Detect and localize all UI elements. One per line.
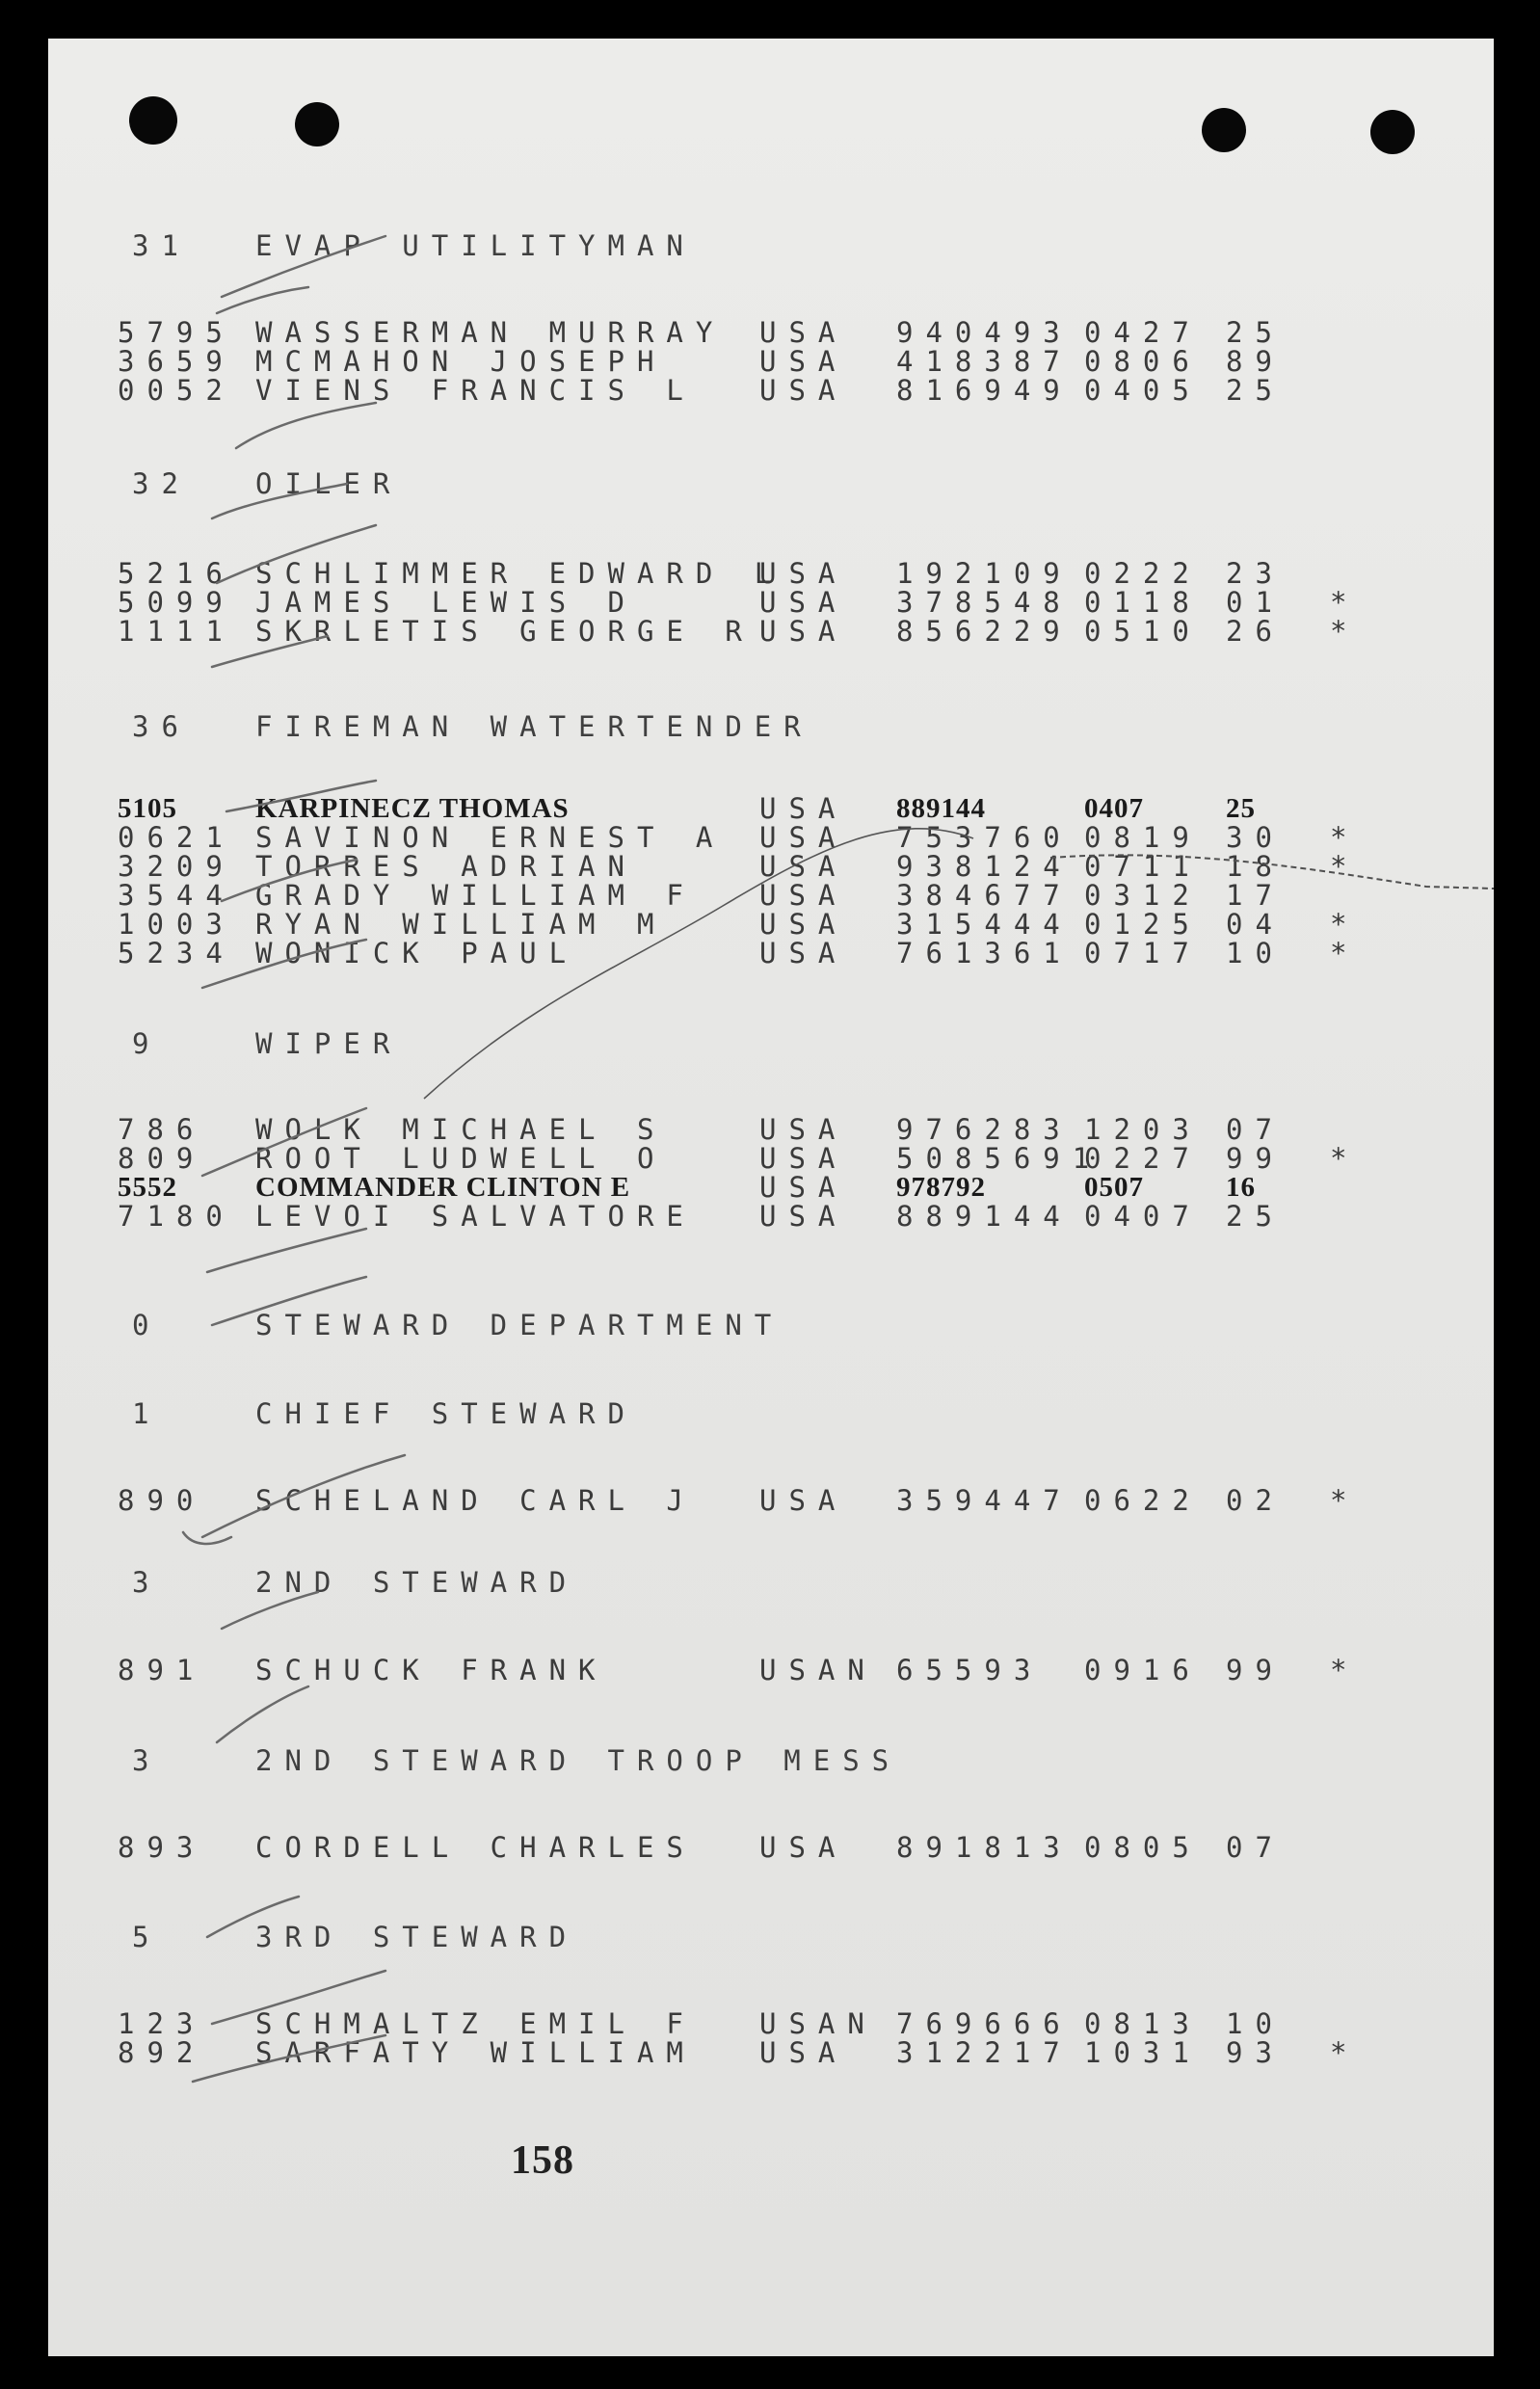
crew-no: 5099 [118,586,235,619]
crew-code: 04 [1226,908,1285,941]
crew-date: 0125 [1084,908,1202,941]
crew-no: 123 [118,2007,206,2040]
crew-date: 1031 [1084,2036,1202,2069]
section-title: OILER [255,467,403,500]
crew-code: 18 [1226,850,1285,883]
crew-code: 01 [1226,586,1285,619]
crew-code: 02 [1226,1484,1285,1517]
crew-code: 23 [1226,557,1285,590]
section-title: CHIEF STEWARD [255,1397,637,1430]
crew-star: * [1330,821,1360,854]
crew-cit: USA [759,374,848,407]
section-code: 36 [132,710,191,743]
crew-no: 3544 [118,879,235,912]
crew-no: 890 [118,1484,206,1517]
crew-star: * [1330,615,1360,648]
crew-cit: USA [759,586,848,619]
crew-date: 0916 [1084,1654,1202,1686]
crew-no: 0052 [118,374,235,407]
crew-no: 7180 [118,1200,235,1233]
crew-code: 10 [1226,937,1285,969]
section-code: 3 [132,1566,162,1599]
crew-num: 65593 [896,1654,1044,1686]
crew-no: 0621 [118,821,235,854]
section-code: 32 [132,467,191,500]
crew-num: 384677 [896,879,1073,912]
crew-no: 3659 [118,345,235,378]
crew-code: 99 [1226,1142,1285,1175]
crew-num: 940493 [896,316,1073,349]
crew-num: 769666 [896,2007,1073,2040]
crew-no: 5105 [118,793,177,824]
pencil-check-marks [48,39,1494,2356]
crew-no: 891 [118,1654,206,1686]
section-code: 5 [132,1921,162,1953]
crew-code: 25 [1226,316,1285,349]
crew-num: 889144 [896,793,986,824]
crew-cit: USA [759,937,848,969]
crew-cit: USA [759,1142,848,1175]
crew-no: 786 [118,1113,206,1146]
crew-star: * [1330,2036,1360,2069]
crew-date: 0813 [1084,2007,1202,2040]
crew-cit: USA [759,316,848,349]
crew-name: COMMANDER CLINTON E [255,1172,631,1203]
crew-cit: USA [759,2036,848,2069]
crew-num: 359447 [896,1484,1073,1517]
crew-code: 16 [1226,1172,1256,1203]
crew-no: 5234 [118,937,235,969]
crew-cit: USA [759,1171,848,1204]
crew-code: 25 [1226,1200,1285,1233]
crew-star: * [1330,586,1360,619]
crew-date: 0405 [1084,374,1202,407]
crew-cit: USA [759,1113,848,1146]
crew-star: * [1330,937,1360,969]
crew-code: 07 [1226,1831,1285,1864]
crew-cit: USA [759,850,848,883]
crew-date: 0622 [1084,1484,1202,1517]
crew-date: 0118 [1084,586,1202,619]
crew-name: GRADY WILLIAM F [255,879,696,912]
document-page [48,39,1494,2356]
crew-name: WOLK MICHAEL S [255,1113,667,1146]
crew-date: 0805 [1084,1831,1202,1864]
crew-cit: USA [759,1200,848,1233]
crew-name: MCMAHON JOSEPH [255,345,667,378]
crew-name: JAMES LEWIS D [255,586,637,619]
crew-name: LEVOI SALVATORE [255,1200,696,1233]
section-title: 3RD STEWARD [255,1921,579,1953]
section-title: WIPER [255,1027,403,1060]
crew-name: SARFATY WILLIAM [255,2036,696,2069]
crew-name: SAVINON ERNEST A [255,821,726,854]
crew-date: 0227 [1084,1142,1202,1175]
crew-num: 753760 [896,821,1073,854]
section-title: EVAP UTILITYMAN [255,229,696,262]
crew-date: 0407 [1084,793,1144,824]
crew-date: 0819 [1084,821,1202,854]
crew-cit: USA [759,908,848,941]
crew-cit: USA [759,821,848,854]
crew-date: 0510 [1084,615,1202,648]
crew-date: 0312 [1084,879,1202,912]
crew-name: KARPINECZ THOMAS [255,793,570,824]
crew-star: * [1330,1484,1360,1517]
crew-name: SCHUCK FRANK [255,1654,608,1686]
section-code: 3 [132,1744,162,1777]
crew-cit: USA [759,557,848,590]
section-title: 2ND STEWARD [255,1566,579,1599]
crew-no: 1003 [118,908,235,941]
crew-date: 0507 [1084,1172,1144,1203]
crew-code: 25 [1226,793,1256,824]
crew-num: 976283 [896,1113,1073,1146]
crew-code: 26 [1226,615,1285,648]
crew-date: 0806 [1084,345,1202,378]
crew-name: SKRLETIS GEORGE R [255,615,755,648]
crew-cit: USAN [759,1654,877,1686]
section-code: 9 [132,1027,162,1060]
crew-num: 978792 [896,1172,986,1203]
crew-cit: USA [759,879,848,912]
section-code: 1 [132,1397,162,1430]
crew-date: 0222 [1084,557,1202,590]
crew-code: 07 [1226,1113,1285,1146]
crew-no: 893 [118,1831,206,1864]
crew-no: 892 [118,2036,206,2069]
crew-cit: USAN [759,2007,877,2040]
crew-date: 0717 [1084,937,1202,969]
crew-cit: USA [759,345,848,378]
page-number: 158 [511,2138,574,2183]
crew-name: TORRES ADRIAN [255,850,637,883]
crew-code: 25 [1226,374,1285,407]
crew-code: 89 [1226,345,1285,378]
crew-num: 891813 [896,1831,1073,1864]
section-title: 2ND STEWARD TROOP MESS [255,1744,902,1777]
crew-date: 0407 [1084,1200,1202,1233]
section-title: STEWARD DEPARTMENT [255,1309,784,1341]
crew-date: 0427 [1084,316,1202,349]
crew-code: 99 [1226,1654,1285,1686]
crew-num: 315444 [896,908,1073,941]
crew-name: SCHELAND CARL J [255,1484,696,1517]
crew-name: CORDELL CHARLES [255,1831,696,1864]
crew-name: WONICK PAUL [255,937,579,969]
crew-no: 5552 [118,1172,177,1203]
crew-code: 17 [1226,879,1285,912]
crew-cit: USA [759,1831,848,1864]
crew-no: 5216 [118,557,235,590]
crew-cit: USA [759,792,848,825]
crew-code: 10 [1226,2007,1285,2040]
crew-no: 5795 [118,316,235,349]
section-title: FIREMAN WATERTENDER [255,710,813,743]
crew-cit: USA [759,1484,848,1517]
crew-num: 816949 [896,374,1073,407]
crew-num: 5085691 [896,1142,1102,1175]
crew-num: 856229 [896,615,1073,648]
crew-num: 938124 [896,850,1073,883]
crew-num: 889144 [896,1200,1073,1233]
crew-name: SCHLIMMER EDWARD L [255,557,784,590]
crew-num: 312217 [896,2036,1073,2069]
crew-code: 30 [1226,821,1285,854]
section-code: 0 [132,1309,162,1341]
crew-name: SCHMALTZ EMIL F [255,2007,696,2040]
crew-name: ROOT LUDWELL O [255,1142,667,1175]
crew-no: 1111 [118,615,235,648]
crew-date: 1203 [1084,1113,1202,1146]
crew-star: * [1330,1142,1360,1175]
section-code: 31 [132,229,191,262]
crew-star: * [1330,908,1360,941]
crew-name: VIENS FRANCIS L [255,374,696,407]
crew-num: 192109 [896,557,1073,590]
crew-name: WASSERMAN MURRAY [255,316,726,349]
crew-cit: USA [759,615,848,648]
crew-num: 378548 [896,586,1073,619]
crew-star: * [1330,850,1360,883]
crew-num: 761361 [896,937,1073,969]
crew-date: 0711 [1084,850,1202,883]
crew-num: 418387 [896,345,1073,378]
crew-code: 93 [1226,2036,1285,2069]
crew-name: RYAN WILLIAM M [255,908,667,941]
crew-star: * [1330,1654,1360,1686]
crew-no: 809 [118,1142,206,1175]
crew-no: 3209 [118,850,235,883]
